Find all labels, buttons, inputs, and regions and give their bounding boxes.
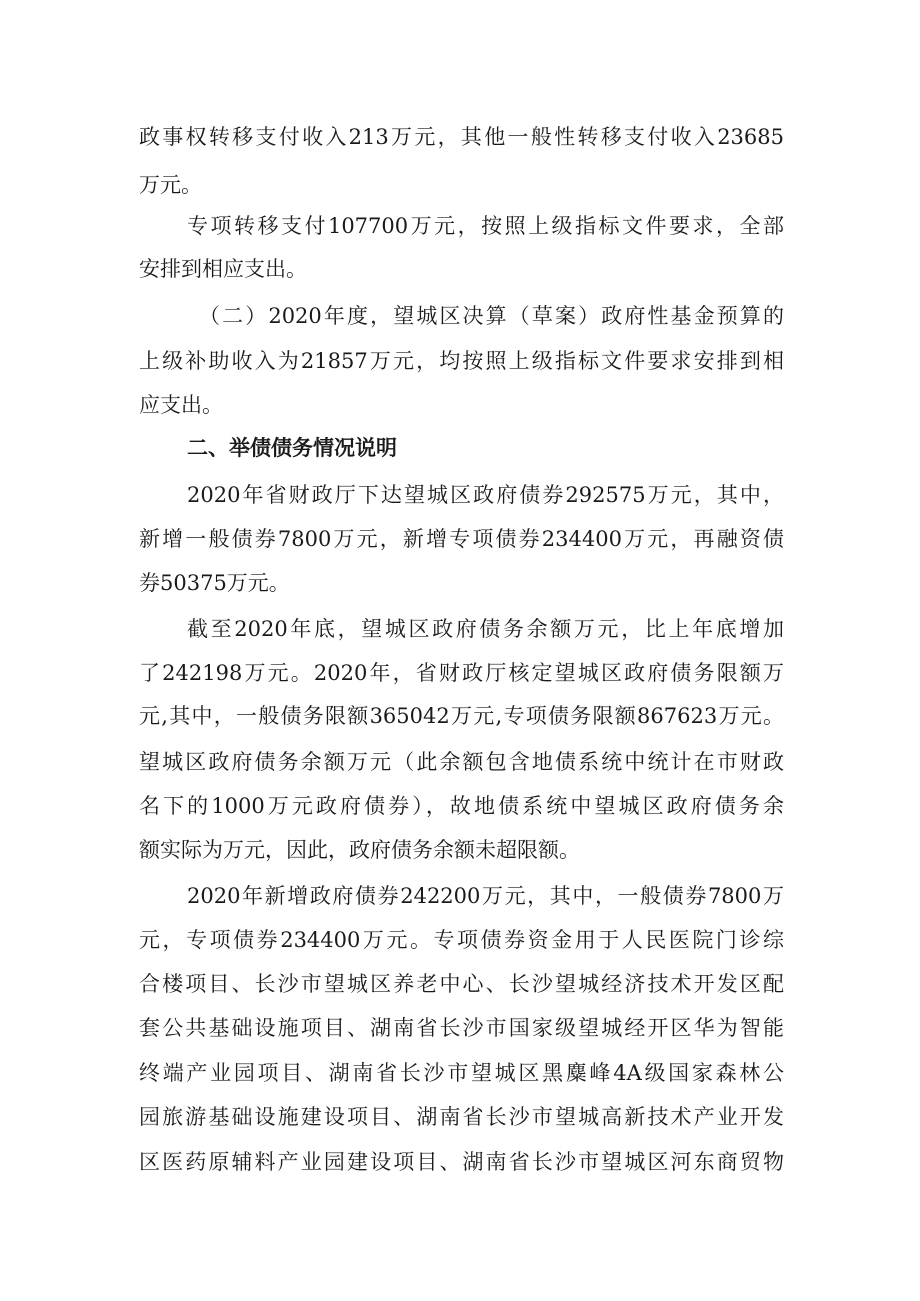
text-line: 截至2020年底，望城区政府债务余额万元，比上年底增加 — [187, 617, 784, 641]
text-line: 名下的1000万元政府债券），故地债系统中望城区政府债务余 — [139, 794, 784, 818]
text-line: 元,其中，一般债务限额365042万元,专项债务限额867623万元。 — [139, 704, 784, 728]
text-line: 园旅游基础设施建设项目、湖南省长沙市望城高新技术产业开发 — [139, 1105, 784, 1129]
text-line: 安排到相应支出。 — [139, 257, 307, 281]
text-line: （二）2020年度，望城区决算（草案）政府性基金预算的 — [199, 304, 784, 328]
section-heading: 二、举债债务情况说明 — [187, 436, 397, 460]
text-line: 元，专项债券234400万元。专项债券资金用于人民医院门诊综 — [139, 928, 784, 952]
text-line: 额实际为万元，因此，政府债务余额未超限额。 — [139, 838, 580, 862]
text-line: 2020年新增政府债券242200万元，其中，一般债券7800万 — [187, 884, 784, 908]
text-line: 套公共基础设施项目、湖南省长沙市国家级望城经开区华为智能 — [139, 1016, 784, 1040]
text-line: 应支出。 — [139, 393, 223, 417]
text-line: 终端产业园项目、湖南省长沙市望城区黑麋峰4A级国家森林公 — [139, 1061, 784, 1085]
text-line: 政事权转移支付收入213万元，其他一般性转移支付收入23685 — [139, 125, 784, 149]
text-line: 区医药原辅料产业园建设项目、湖南省长沙市望城区河东商贸物 — [139, 1150, 784, 1174]
text-line: 了242198万元。2020年，省财政厅核定望城区政府债务限额万 — [139, 661, 784, 685]
text-line: 万元。 — [139, 173, 202, 197]
text-line: 新增一般债券7800万元，新增专项债券234400万元，再融资债 — [139, 527, 784, 551]
text-line: 券50375万元。 — [139, 571, 290, 595]
text-line: 望城区政府债务余额万元（此余额包含地债系统中统计在市财政 — [139, 750, 784, 774]
text-line: 合楼项目、长沙市望城区养老中心、长沙望城经济技术开发区配 — [139, 972, 784, 996]
text-line: 2020年省财政厅下达望城区政府债券292575万元，其中， — [187, 483, 784, 507]
text-line: 专项转移支付107700万元，按照上级指标文件要求，全部 — [187, 214, 784, 238]
text-line: 上级补助收入为21857万元，均按照上级指标文件要求安排到相 — [139, 349, 784, 373]
